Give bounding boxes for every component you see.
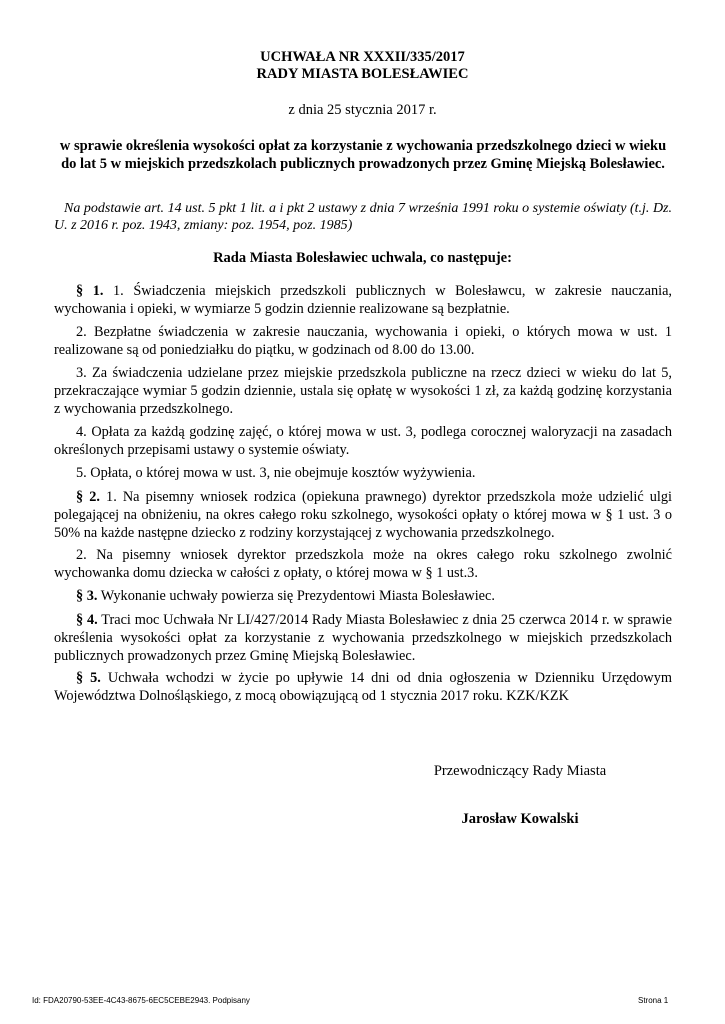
- paragraph-1-3: [54, 364, 672, 418]
- resolution-number: UCHWAŁA NR XXXII/335/2017: [260, 49, 465, 65]
- paragraph-text: Traci moc Uchwała Nr LI/427/2014 Rady Miasta Bolesławiec z dnia 25 czerwca 2014 r. w sprawie określenia wysokości opłat za korzystanie z wychowania przedszkolnego w miejskich przedszkolach publicznych prowadzonych przez Gminę Miejską Bolesławiec.: [54, 612, 672, 664]
- paragraph-2-1: [54, 488, 672, 542]
- paragraph-text: 1. Świadczenia miejskich przedszkoli publicznych w Bolesławcu, w zakresie nauczania, wychowania i opieki, w wymiarze 5 godzin dziennie realizowane są bezpłatnie.: [54, 283, 672, 317]
- section-label: § 4.: [76, 612, 98, 628]
- signatory-role: Przewodniczący Rady Miasta: [433, 763, 607, 779]
- paragraph-1-1: [54, 282, 672, 318]
- paragraph-1-2: [54, 323, 672, 359]
- paragraph-text: 2. Na pisemny wniosek dyrektor przedszkola może na okres całego roku szkolnego zwolnić wychowanka domu dziecka w całości z opłaty, o której mowa w § 1 ust.3.: [54, 547, 672, 581]
- paragraph-text: 2. Bezpłatne świadczenia w zakresie nauczania, wychowania i opieki, o których mowa w ust. 1 realizowane są od poniedziałku do piątku, w godzinach od 8.00 do 13.00.: [54, 324, 672, 358]
- resolves-heading: Rada Miasta Bolesławiec uchwala, co następuje:: [213, 250, 512, 266]
- resolution-date: z dnia 25 stycznia 2017 r.: [288, 102, 437, 118]
- resolution-subject: w sprawie określenia wysokości opłat za korzystanie z wychowania przedszkolnego dzieci w wieku do lat 5 w miejskich przedszkolach publicznych prowadzonych przez Gminę Miejską Bolesławiec.: [59, 138, 667, 172]
- council-name: RADY MIASTA BOLESŁAWIEC: [256, 66, 469, 82]
- paragraph-4: [54, 611, 672, 665]
- paragraph-text: 4. Opłata za każdą godzinę zajęć, o której mowa w ust. 3, podlega corocznej waloryzacji na zasadach określonych przepisami ustawy o systemie oświaty.: [54, 424, 672, 458]
- legal-basis: Na podstawie art. 14 ust. 5 pkt 1 lit. a i pkt 2 ustawy z dnia 7 września 1991 roku o systemie oświaty (t.j. Dz. U. z 2016 r. poz. 1943, zmiany: poz. 1954, poz. 1985): [54, 201, 672, 233]
- page-number: Strona 1: [638, 996, 669, 1005]
- section-label: § 1.: [76, 283, 104, 299]
- paragraph-text: Uchwała wchodzi w życie po upływie 14 dni od dnia ogłoszenia w Dzienniku Urzędowym Województwa Dolnośląskiego, z mocą obowiązującą od 1 stycznia 2017 roku. KZK/KZK: [54, 670, 673, 704]
- section-label: § 2.: [76, 489, 100, 505]
- paragraph-1-5: [54, 464, 672, 482]
- paragraph-text: 1. Na pisemny wniosek rodzica (opiekuna prawnego) dyrektor przedszkola może udzielić ulgi polegającej na obniżeniu, na okres całego roku szkolnego, wysokości opłaty o której mowa w § 1 ust. 3 o 50% na każde następne dziecko z rodziny korzystającej z wychowania przedszkolnego.: [54, 489, 672, 541]
- paragraph-5: [54, 669, 672, 705]
- paragraph-1-4: [54, 423, 672, 459]
- paragraph-text: 5. Opłata, o której mowa w ust. 3, nie obejmuje kosztów wyżywienia.: [76, 465, 476, 481]
- signatory-name: Jarosław Kowalski: [461, 811, 579, 827]
- paragraph-text: Wykonanie uchwały powierza się Prezydentowi Miasta Bolesławiec.: [97, 588, 495, 604]
- section-label: § 3.: [76, 588, 98, 604]
- paragraph-text: 3. Za świadczenia udzielane przez miejskie przedszkola publiczne na rzecz dzieci w wieku do lat 5, przekraczające wymiar 5 godzin dziennie, ustala się opłatę w wysokości 1 zł, za każdą godzinę korzystania z wychowania przedszkolnego.: [54, 365, 672, 417]
- paragraph-2-2: [54, 546, 672, 582]
- section-label: § 5.: [76, 670, 101, 686]
- paragraph-3: [54, 587, 672, 605]
- document-id-footer: Id: FDA20790-53EE-4C43-8675-6EC5CEBE2943. Podpisany: [32, 996, 250, 1005]
